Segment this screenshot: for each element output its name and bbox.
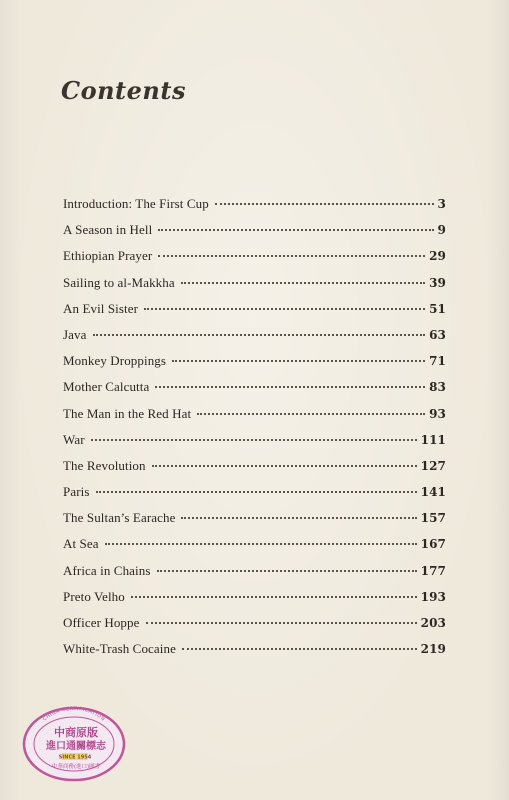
toc-entry [63, 458, 446, 484]
toc-entry-page-number: 219 [420, 642, 446, 657]
svg-text:CHINA CERTIFICATION: CHINA CERTIFICATION [41, 705, 107, 723]
dot-leader [155, 386, 425, 388]
toc-entry-title: At Sea [63, 536, 99, 552]
toc-entry-title: Ethiopian Prayer [63, 248, 153, 264]
toc-entry-page-number: 93 [429, 406, 446, 421]
dot-leader [131, 596, 417, 598]
toc-entry-title: White-Trash Cocaine [63, 641, 176, 657]
stamp-line-2: 進口通關標志 [46, 741, 106, 752]
toc-entry [63, 301, 446, 327]
toc-entry [63, 510, 446, 536]
dot-leader [182, 648, 417, 650]
toc-entry [63, 196, 446, 222]
toc-entry-page-number: 29 [429, 249, 446, 264]
dot-leader [181, 517, 416, 519]
toc-entry-page-number: 111 [420, 432, 446, 447]
dot-leader [105, 543, 417, 545]
toc-entry [63, 379, 446, 405]
toc-entry-title: War [63, 431, 85, 447]
dot-leader [93, 334, 426, 336]
toc-entry [63, 327, 446, 353]
toc-entry [63, 406, 446, 432]
toc-entry [63, 641, 446, 667]
toc-entry-title: Sailing to al-Makkha [63, 274, 175, 290]
toc-entry-title: Africa in Chains [63, 562, 151, 578]
toc-entry [63, 536, 446, 562]
page-title: Contents [61, 76, 186, 105]
toc-entry-page-number: 51 [429, 301, 446, 316]
toc-entry-page-number: 127 [420, 458, 446, 473]
toc-entry [63, 432, 446, 458]
toc-entry-title: Officer Hoppe [63, 615, 140, 630]
dot-leader [215, 203, 434, 205]
toc-entry-title: The Man in the Red Hat [63, 405, 192, 421]
toc-entry-page-number: 3 [437, 197, 446, 211]
toc-entry-page-number: 193 [420, 589, 446, 604]
toc-entry [63, 353, 446, 379]
stamp-line-1: 中商原版 [54, 726, 98, 739]
toc-entry-title: An Evil Sister [63, 300, 139, 316]
toc-entry [63, 615, 446, 641]
stamp-bottom-text: 中華商務(進口)圖書 [51, 764, 101, 770]
import-certification-stamp [18, 700, 130, 782]
dot-leader [158, 255, 425, 257]
toc-entry [63, 589, 446, 615]
toc-entry [63, 563, 446, 589]
dot-leader [197, 413, 425, 415]
toc-entry [63, 484, 446, 510]
toc-entry-title: A Season in Hell [63, 222, 153, 238]
toc-entry-title: Mother Calcutta [63, 379, 150, 395]
toc-entry-page-number: 167 [420, 537, 446, 552]
dot-leader [144, 308, 425, 310]
toc-entry-page-number: 71 [429, 354, 446, 369]
toc-entry-title: Monkey Droppings [63, 353, 167, 369]
dot-leader [181, 282, 425, 284]
toc-entry-page-number: 39 [429, 275, 446, 290]
toc-entry-title: Preto Velho [63, 588, 125, 604]
dot-leader [96, 491, 417, 493]
dot-leader [158, 229, 433, 231]
dot-leader [152, 465, 417, 467]
toc-entry-page-number: 63 [429, 327, 446, 342]
toc-entry-page-number: 157 [420, 511, 446, 526]
toc-entry [63, 248, 446, 274]
toc-entry-page-number: 203 [420, 616, 446, 630]
toc-entry [63, 275, 446, 301]
toc-entry-page-number: 9 [437, 223, 446, 238]
toc-entry-title: The Revolution [63, 457, 146, 473]
toc-entry-page-number: 83 [429, 380, 446, 395]
toc-entry-title: Java [63, 326, 87, 342]
toc-entry-page-number: 177 [420, 563, 446, 578]
toc-entry-title: The Sultan’s Earache [63, 510, 176, 526]
dot-leader [91, 439, 417, 441]
stamp-since: SINCE 1954 [58, 754, 92, 761]
dot-leader [172, 360, 425, 362]
toc-entry-title: Introduction: The First Cup [63, 196, 209, 211]
toc-entry [63, 222, 446, 248]
dot-leader [157, 570, 417, 572]
table-of-contents [63, 196, 446, 667]
toc-entry-page-number: 141 [420, 485, 446, 500]
dot-leader [146, 622, 417, 624]
toc-entry-title: Paris [63, 484, 90, 500]
